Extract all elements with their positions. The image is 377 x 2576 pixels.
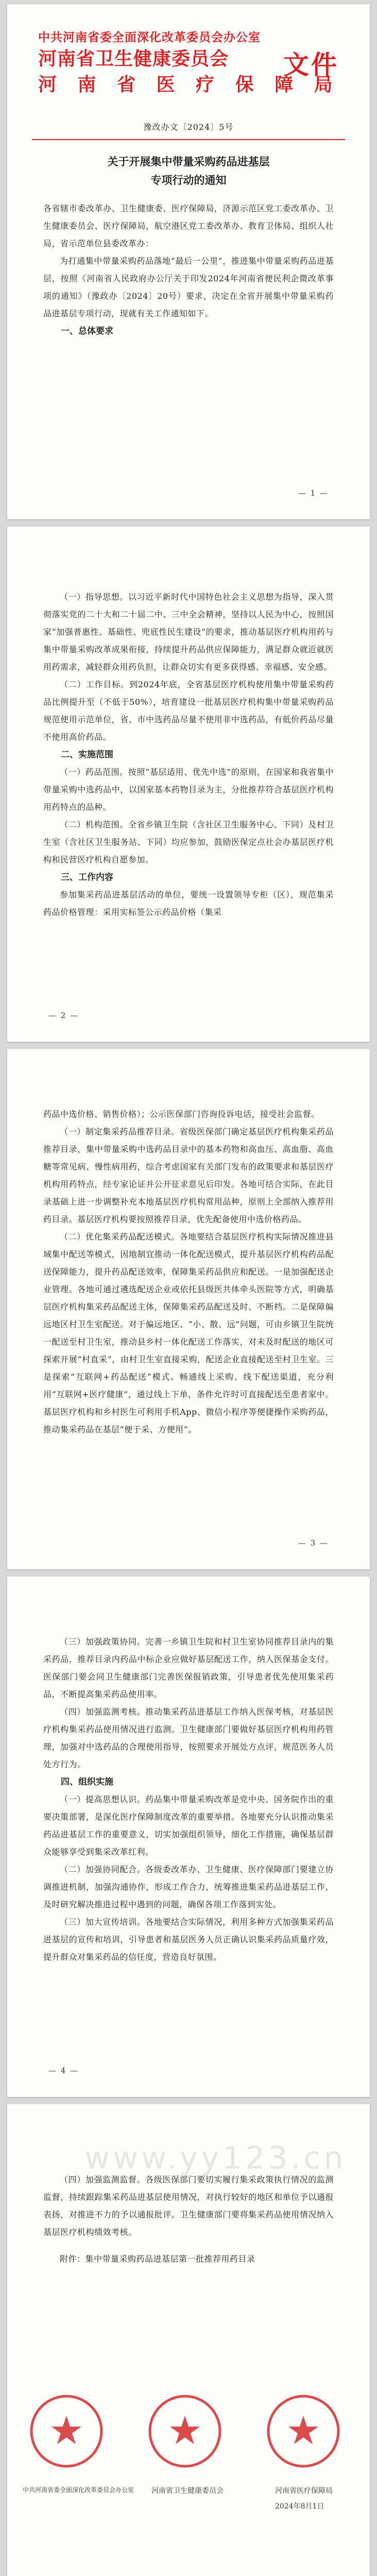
- organization-item-2: （二）加强协同配合。各级委改革办、卫生健康、医疗保障部门要建立协调推进机制，加强沟通协作，形成工作合力，统筹推进集采药品进基层工作，及时研究解决推进过程中遇到的问题，确保各项工作落到实处。: [43, 1865, 334, 1909]
- official-seal-stamp-1: [28, 2393, 105, 2470]
- issuer-medical-security: 河 南 省 医 疗 保 障 局: [38, 74, 340, 95]
- document-number: 豫改办文〔2024〕5号: [143, 122, 234, 132]
- attachment-line: 附件：集中带量采购药品进基层第一批推荐用药目录: [60, 2254, 255, 2264]
- continued-paragraph: 药品中选价格、销售价格）；公示医保部门咨询投诉电话，接受社会监督。: [43, 1109, 320, 1119]
- document-page-3: [7, 1049, 370, 1569]
- work-item-4: （四）加强监测考核。推动集采药品进基层工作纳入医保考核，对基层医疗机构集采药品使用情况进行监测。卫生健康部门要做好基层医疗机构用药管理，加强对中选药品的合理使用指导，按照要求开展处方点评，规范医务人员处方行为。: [43, 1707, 334, 1769]
- page-number: — 1 —: [298, 488, 329, 498]
- document-page-2: [7, 527, 370, 1042]
- title-line-1: 关于开展集中带量采购药品进基层: [107, 156, 270, 168]
- watermark: www.yy123.cn: [84, 2140, 347, 2176]
- section-heading-1: 一、总体要求: [61, 326, 113, 336]
- document-page-4: [7, 1577, 370, 2097]
- title-line-2: 专项行动的通知: [150, 174, 227, 187]
- work-item-1: （一）制定集采药品推荐目录。省级医保部门确定基层医疗机构集采药品推荐目录，集中带量采购中选药品目录中的基本药物和高血压、高血脂、高血糖等常见病、慢性病用药，综合考虑国家有关部门发布的政策要求和基层医疗机构用药特点，经专家论证并公开征求意见后印发。各地可结合实际，在此目录基础上进一步调整补充本地基层医疗机构常用品种，原则上全部纳入推荐用药目录。基层医疗机构要按照推荐目录，优先配备使用中选价格药品。: [43, 1127, 334, 1224]
- section-heading-2: 二、实施范围: [61, 750, 113, 760]
- document-page-1: [7, 4, 370, 519]
- guiding-ideology-paragraph: （一）指导思想。以习近平新时代中国特色社会主义思想为指导，深入贯彻落实党的二十大和二十届二中、三中全会精神，坚持以人民为中心，按照国家“加强普惠性、基础性、兜底性民生建设”的要求，推动基层医疗机构用药与集中带量采购改革成果衔接，持续提升药品供应保障能力，满足群众就近就医用药需求，减轻群众用药负担，让群众切实有更多获得感、幸福感、安全感。: [43, 592, 334, 672]
- work-intro-paragraph: 参加集采药品进基层活动的单位，要统一设置领导专柜（区），规范集采药品价格管理：采用实标签公示药品价格（集采: [43, 890, 334, 917]
- official-seal-stamp-3: [265, 2393, 342, 2470]
- signature-medical-security: 河南省医疗保障局: [275, 2487, 333, 2495]
- institution-scope-paragraph: （二）机构范围。全省乡镇卫生院（含社区卫生服务中心、下同）及村卫生室（含社区卫生服务站、下同）均应参加，鼓励医保定点社会办基层医疗机构和民营医疗机构自愿参加。: [43, 820, 334, 865]
- page-number: — 2 —: [48, 1011, 79, 1020]
- issuer-party-committee: 中共河南省委全面深化改革委员会办公室: [38, 31, 261, 44]
- document-title: [7, 152, 370, 190]
- page-number: — 4 —: [48, 2066, 79, 2075]
- page-number: — 3 —: [298, 1538, 329, 1548]
- organization-item-4: （四）加强监测监督。各级医保部门要切实履行集采政策执行情况的监测监督，持续跟踪集采药品进基层使用情况，对执行较好的地区和单位予以通报表扬，对推进不力的予以通报批评。卫生健康部门要将集采药品使用情况纳入基层医疗机构绩效考核。: [43, 2175, 334, 2237]
- header-divider: [32, 139, 345, 140]
- document-label: 文件: [283, 50, 339, 80]
- intro-paragraph: 为打通集中带量采购药品落地“最后一公里”，推进集中带量采购药品进基层，按照《河南省人民政府办公厅关于印发2024年河南省便民利企微改革事项的通知》（豫政办〔2024〕20号）要求，决定在全省开展集中带量采购药品进基层专项行动，现就有关工作通知如下。: [43, 256, 334, 318]
- signature-party-committee: 中共河南省委全面深化改革委员会办公室: [23, 2486, 134, 2494]
- signature-health-commission: 河南省卫生健康委员会: [151, 2487, 224, 2495]
- document-page-5: [7, 2104, 370, 2576]
- issue-date: 2024年8月1日: [275, 2502, 324, 2511]
- drug-scope-paragraph: （一）药品范围。按照“基层适用、优先中选”的原则，在国家和我省集中带量采购中选药品中，以国家基本药物目录为主，分批推荐符合基层医疗机构用药特点的品种。: [43, 767, 334, 812]
- organization-item-3: （三）加大宣传培训。各地要结合实际情况，利用多种方式加强集采药品进基层的宣传和培训，引导患者和基层医务人员正确认识集采药品质量疗效，提升群众对集采药品的信任度，营造良好氛围。: [43, 1917, 334, 1962]
- issuer-health-commission: 河南省卫生健康委员会: [38, 48, 229, 70]
- organization-item-1: （一）提高思想认识。药品集中带量采购改革是党中央、国务院作出的重要决策部署，是深化医疗保障制度改革的重要举措。各地要充分认识推动集采药品进基层工作的重要意义，切实加强组织领导，细化工作措施，确保基层群众能够享受到集采改革红利。: [43, 1794, 334, 1857]
- document-header: [38, 29, 339, 98]
- addressee: 各省辖市委改革办、卫生健康委、医疗保障局，济源示范区党工委改革办、卫生健康委员会、医疗保障局，航空港区党工委改革办、教育卫体局、组织人社局，省示范单位县委改革办：: [43, 204, 334, 248]
- work-item-3: （三）加强政策协同。完善一乡镇卫生院和村卫生室协同推荐目录内的集采药品，推荐目录内药品中标企业应做好基层配送工作，纳入医保基金支付。医保部门要会同卫生健康部门完善医保报销政策，引导患者优先使用集采药品，不断提高集采药品使用率。: [43, 1637, 334, 1699]
- work-goal-paragraph: （二）工作目标。到2024年底，全省基层医疗机构使用集中带量采购药品比例提升至（不低于50%），培育建设一批基层医疗机构集中带量采购药品规范使用示范单位，省、市中选药品尽量不使用非中选药品，有低价药品尽量不使用高价药品。: [43, 680, 334, 742]
- work-item-2: （二）优化集采药品配送模式。各地要结合基层医疗机构实际情况推进县域集中配送等模式，因地制宜推动一体化配送模式，提升基层医疗机构药品配送保障能力，提升药品配送效率，保障集采药品供应和配送。一是加强配送企业管理。各地可通过遴选配送企业或依托县级医共体牵头医院等方式，明确基层医疗机构集采药品配送主体，保障集采药品配送及时、不断档。二是保障偏远地区村卫生室配送。对于偏远地区、“小、散、远”问题，可由乡镇卫生院统一配送至村卫生室，推动县乡村一体化配送工作落实，对未及时配送的地区可探索开展“村直采”，由村卫生室直接采购，配送企业直接配送至村卫生室。三是探索“互联网+药品配送”模式。畅通线上采购、线下配送渠道，充分利用“互联网+医疗健康”，通过线上下单，条件允许时可直接配送至患者家中。基层医疗机构和乡村医生可利用手机App、微信小程序等便捷操作采购药品，推动集采药品在基层“便于采、方便用”。: [43, 1232, 334, 1434]
- section-heading-3: 三、工作内容: [61, 872, 113, 883]
- official-seal-stamp-2: [146, 2393, 224, 2470]
- section-heading-4: 四、组织实施: [61, 1777, 113, 1787]
